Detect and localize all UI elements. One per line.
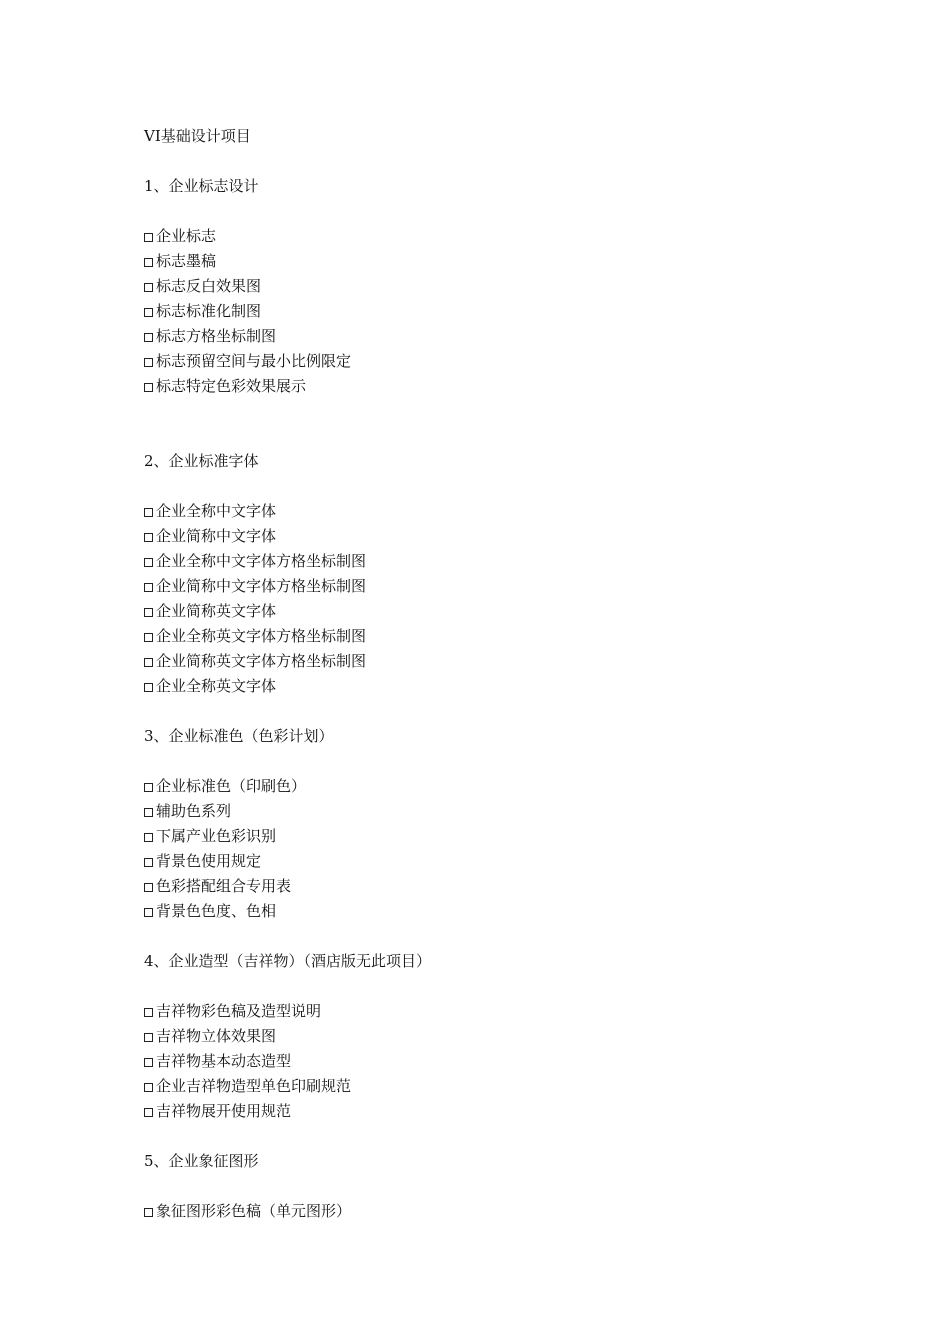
list-item	[144, 324, 844, 349]
checkbox-icon	[144, 1083, 153, 1092]
list-item-label: 背景色色度、色相	[156, 902, 277, 920]
list-item	[144, 1074, 844, 1099]
list-item-label: 企业全称中文字体方格坐标制图	[156, 552, 367, 570]
list-item-label: 标志墨稿	[156, 252, 217, 270]
list-item	[144, 1199, 844, 1224]
list-item-label: 企业全称英文字体	[156, 677, 277, 695]
list-item	[144, 599, 844, 624]
list-item-label: 企业全称中文字体	[156, 502, 277, 520]
list-item-label: 标志预留空间与最小比例限定	[156, 352, 352, 370]
checkbox-icon	[144, 558, 153, 567]
section-heading: 2、企业标准字体	[144, 452, 259, 470]
list-item	[144, 299, 844, 324]
list-item-label: 企业标准色（印刷色）	[156, 777, 307, 795]
checkbox-icon	[144, 808, 153, 817]
checkbox-icon	[144, 333, 153, 342]
checkbox-icon	[144, 508, 153, 517]
section-mascot	[144, 949, 844, 1124]
checkbox-icon	[144, 1008, 153, 1017]
list-item	[144, 649, 844, 674]
list-item	[144, 274, 844, 299]
checkbox-icon	[144, 583, 153, 592]
section-heading: 4、企业造型（吉祥物）（酒店版无此项目）	[144, 952, 432, 970]
list-item	[144, 549, 844, 574]
checkbox-icon	[144, 233, 153, 242]
document-title: VI基础设计项目	[144, 127, 251, 145]
checkbox-icon	[144, 1108, 153, 1117]
checkbox-icon	[144, 658, 153, 667]
list-item	[144, 999, 844, 1024]
list-item-label: 企业简称中文字体	[156, 527, 277, 545]
list-item-label: 辅助色系列	[156, 802, 232, 820]
list-item-label: 企业标志	[156, 227, 217, 245]
list-item	[144, 249, 844, 274]
list-item	[144, 524, 844, 549]
checkbox-icon	[144, 258, 153, 267]
list-item-label: 吉祥物立体效果图	[156, 1027, 277, 1045]
list-item-label: 企业简称英文字体方格坐标制图	[156, 652, 367, 670]
list-item	[144, 1099, 844, 1124]
checkbox-icon	[144, 833, 153, 842]
list-item-label: 吉祥物基本动态造型	[156, 1052, 292, 1070]
list-item	[144, 799, 844, 824]
checkbox-icon	[144, 1208, 153, 1217]
document-content	[144, 124, 844, 1249]
list-item	[144, 224, 844, 249]
checkbox-icon	[144, 633, 153, 642]
list-item	[144, 824, 844, 849]
list-item	[144, 899, 844, 924]
list-item-label: 标志标准化制图	[156, 302, 262, 320]
list-item	[144, 574, 844, 599]
list-item	[144, 1049, 844, 1074]
list-item-label: 标志方格坐标制图	[156, 327, 277, 345]
list-item-label: 吉祥物展开使用规范	[156, 1102, 292, 1120]
checkbox-icon	[144, 383, 153, 392]
list-item-label: 企业简称中文字体方格坐标制图	[156, 577, 367, 595]
checkbox-icon	[144, 1058, 153, 1067]
list-item-label: 吉祥物彩色稿及造型说明	[156, 1002, 322, 1020]
checkbox-icon	[144, 1033, 153, 1042]
list-item	[144, 624, 844, 649]
section-heading: 3、企业标准色（色彩计划）	[144, 727, 334, 745]
list-item	[144, 774, 844, 799]
checkbox-icon	[144, 283, 153, 292]
list-item-label: 企业简称英文字体	[156, 602, 277, 620]
section-heading: 5、企业象征图形	[144, 1152, 259, 1170]
list-item-label: 企业吉祥物造型单色印刷规范	[156, 1077, 352, 1095]
list-item	[144, 374, 844, 399]
section-standard-colors	[144, 724, 844, 924]
list-item-label: 企业全称英文字体方格坐标制图	[156, 627, 367, 645]
list-item-label: 背景色使用规定	[156, 852, 262, 870]
list-item-label: 标志特定色彩效果展示	[156, 377, 307, 395]
list-item	[144, 499, 844, 524]
list-item	[144, 1024, 844, 1049]
checkbox-icon	[144, 533, 153, 542]
checkbox-icon	[144, 908, 153, 917]
checkbox-icon	[144, 608, 153, 617]
list-item	[144, 849, 844, 874]
section-standard-fonts	[144, 449, 844, 699]
checkbox-icon	[144, 858, 153, 867]
list-item-label: 下属产业色彩识别	[156, 827, 277, 845]
section-heading: 1、企业标志设计	[144, 177, 259, 195]
list-item	[144, 349, 844, 374]
list-item	[144, 674, 844, 699]
list-item-label: 标志反白效果图	[156, 277, 262, 295]
checkbox-icon	[144, 358, 153, 367]
section-symbol-graphics	[144, 1149, 844, 1224]
checkbox-icon	[144, 683, 153, 692]
list-item-label: 象征图形彩色稿（单元图形）	[156, 1202, 352, 1220]
checkbox-icon	[144, 308, 153, 317]
checkbox-icon	[144, 783, 153, 792]
checkbox-icon	[144, 883, 153, 892]
list-item-label: 色彩搭配组合专用表	[156, 877, 292, 895]
section-logo-design	[144, 174, 844, 399]
list-item	[144, 874, 844, 899]
